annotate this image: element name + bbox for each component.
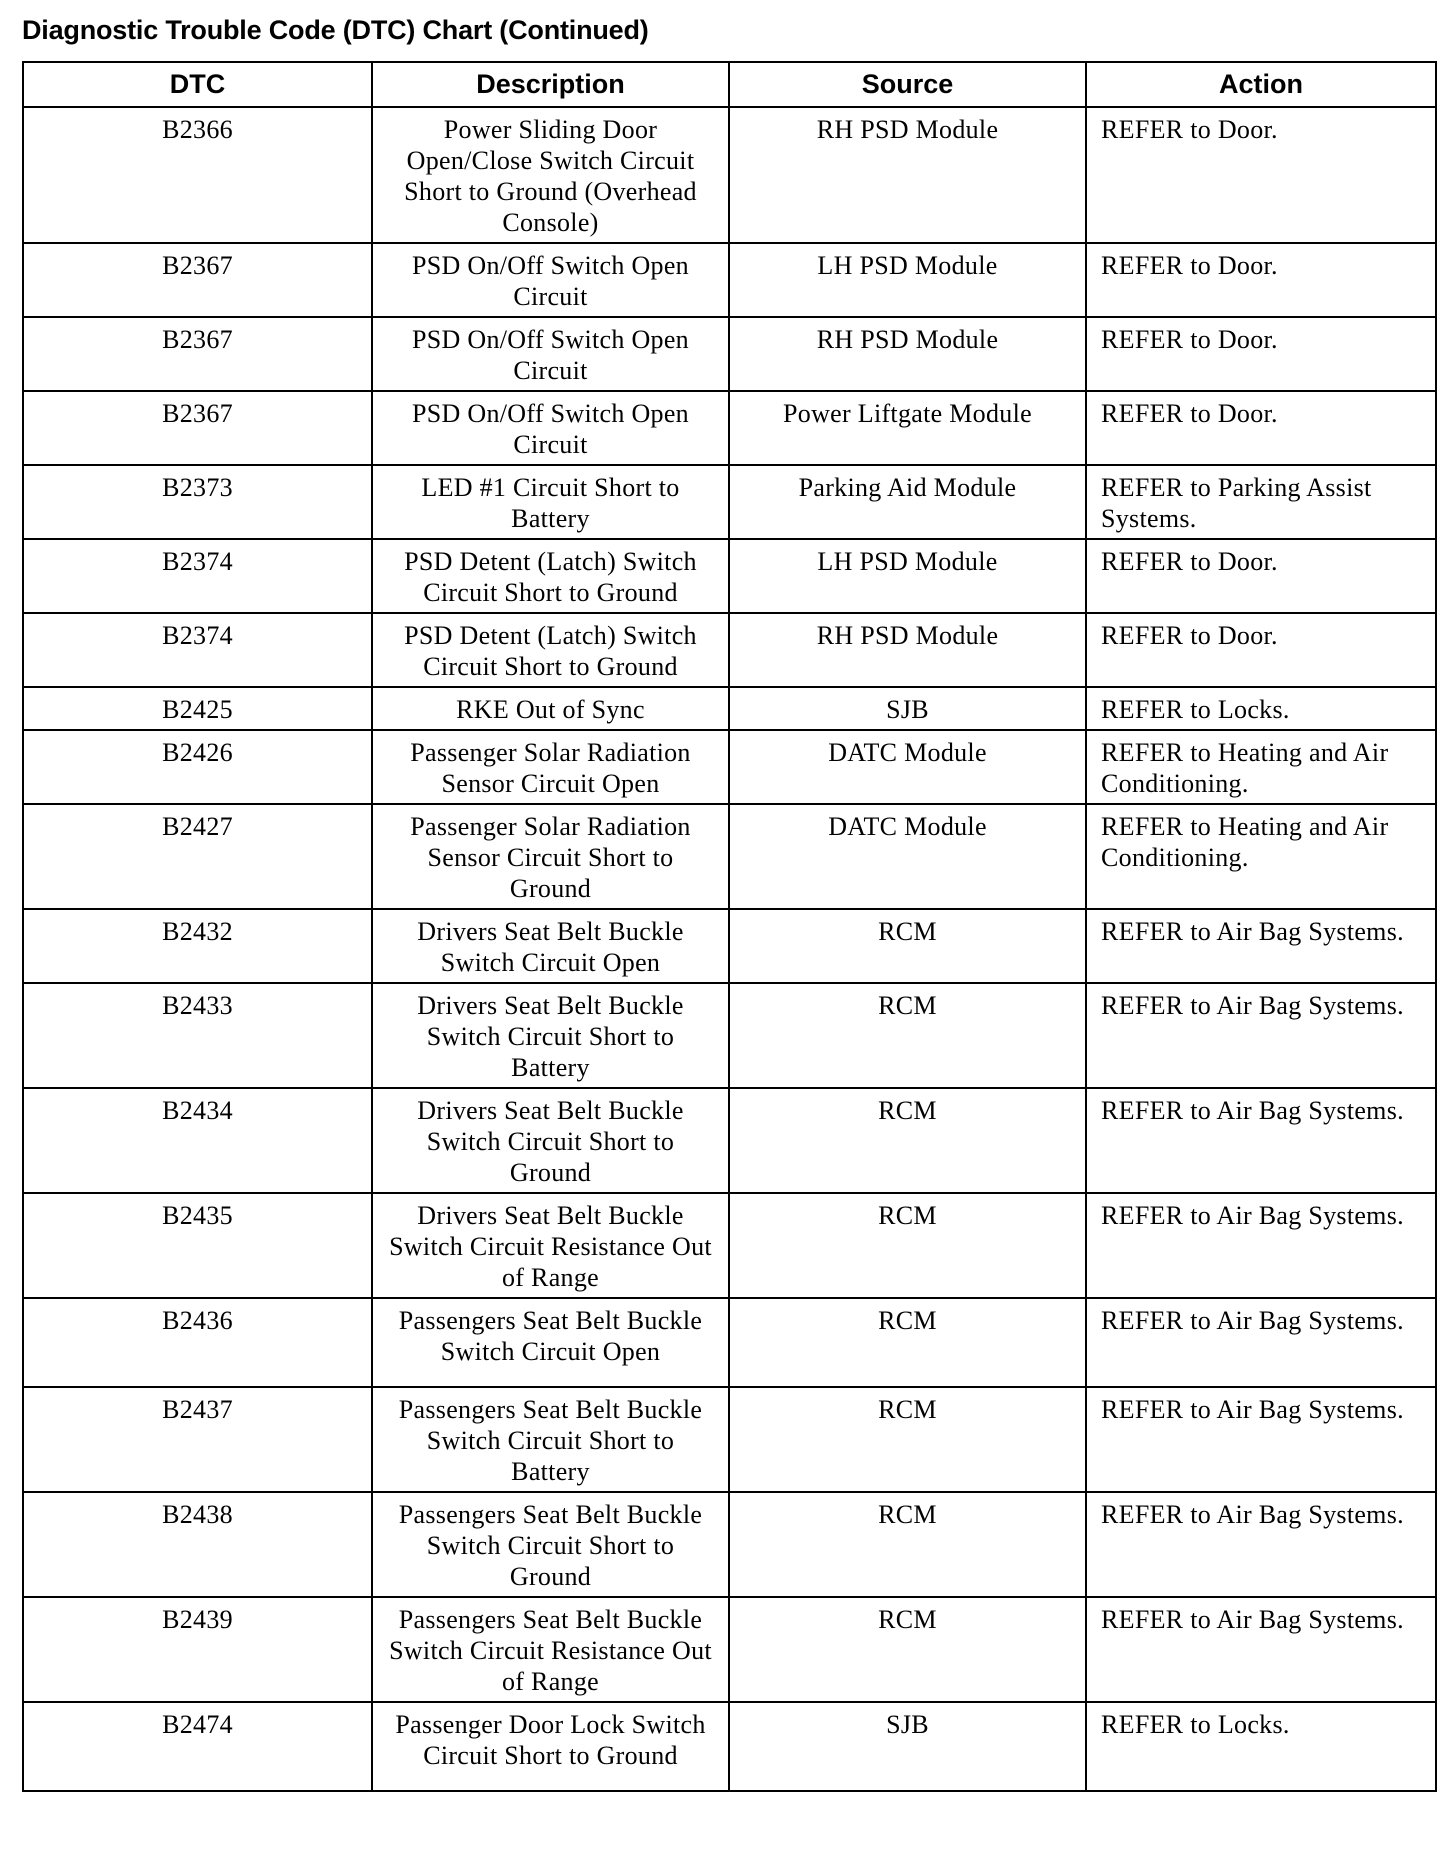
dtc-action: REFER to Parking Assist Systems. xyxy=(1086,465,1436,539)
dtc-action: REFER to Door. xyxy=(1086,107,1436,243)
column-header-source: Source xyxy=(729,62,1086,107)
dtc-source: RCM xyxy=(729,1298,1086,1387)
dtc-source: RCM xyxy=(729,1597,1086,1702)
dtc-source: DATC Module xyxy=(729,730,1086,804)
dtc-action: REFER to Air Bag Systems. xyxy=(1086,1193,1436,1298)
dtc-description: LED #1 Circuit Short to Battery xyxy=(372,465,729,539)
table-row xyxy=(23,1597,1436,1702)
dtc-description: Power Sliding Door Open/Close Switch Circuit Short to Ground (Overhead Console) xyxy=(372,107,729,243)
dtc-source: RCM xyxy=(729,1492,1086,1597)
dtc-code: B2426 xyxy=(23,730,372,804)
table-row xyxy=(23,1492,1436,1597)
dtc-code: B2438 xyxy=(23,1492,372,1597)
table-row xyxy=(23,1702,1436,1791)
dtc-action: REFER to Air Bag Systems. xyxy=(1086,1597,1436,1702)
dtc-source: RCM xyxy=(729,909,1086,983)
dtc-action: REFER to Door. xyxy=(1086,243,1436,317)
dtc-table xyxy=(22,61,1437,1792)
table-row xyxy=(23,107,1436,243)
dtc-description: PSD Detent (Latch) Switch Circuit Short to Ground xyxy=(372,613,729,687)
dtc-description: Drivers Seat Belt Buckle Switch Circuit Short to Ground xyxy=(372,1088,729,1193)
dtc-code: B2436 xyxy=(23,1298,372,1387)
header-row xyxy=(23,62,1436,107)
dtc-action: REFER to Heating and Air Conditioning. xyxy=(1086,730,1436,804)
dtc-code: B2374 xyxy=(23,539,372,613)
dtc-code: B2373 xyxy=(23,465,372,539)
column-header-dtc: DTC xyxy=(23,62,372,107)
dtc-action: REFER to Door. xyxy=(1086,613,1436,687)
table-row xyxy=(23,804,1436,909)
table-row xyxy=(23,909,1436,983)
dtc-code: B2439 xyxy=(23,1597,372,1702)
dtc-code: B2437 xyxy=(23,1387,372,1492)
dtc-action: REFER to Air Bag Systems. xyxy=(1086,1298,1436,1387)
table-row xyxy=(23,317,1436,391)
dtc-description: PSD On/Off Switch Open Circuit xyxy=(372,317,729,391)
dtc-description: RKE Out of Sync xyxy=(372,687,729,730)
dtc-description: PSD Detent (Latch) Switch Circuit Short to Ground xyxy=(372,539,729,613)
dtc-code: B2435 xyxy=(23,1193,372,1298)
table-row xyxy=(23,465,1436,539)
table-row xyxy=(23,1298,1436,1387)
dtc-description: Passenger Solar Radiation Sensor Circuit Open xyxy=(372,730,729,804)
dtc-description: Passengers Seat Belt Buckle Switch Circuit Open xyxy=(372,1298,729,1387)
dtc-description: Drivers Seat Belt Buckle Switch Circuit Short to Battery xyxy=(372,983,729,1088)
dtc-description: Passengers Seat Belt Buckle Switch Circuit Resistance Out of Range xyxy=(372,1597,729,1702)
dtc-source: RCM xyxy=(729,1193,1086,1298)
dtc-code: B2374 xyxy=(23,613,372,687)
dtc-code: B2367 xyxy=(23,243,372,317)
dtc-action: REFER to Heating and Air Conditioning. xyxy=(1086,804,1436,909)
dtc-source: RCM xyxy=(729,1088,1086,1193)
table-row xyxy=(23,243,1436,317)
dtc-description: Passengers Seat Belt Buckle Switch Circuit Short to Battery xyxy=(372,1387,729,1492)
dtc-source: SJB xyxy=(729,687,1086,730)
dtc-action: REFER to Locks. xyxy=(1086,687,1436,730)
table-row xyxy=(23,613,1436,687)
table-row xyxy=(23,1193,1436,1298)
dtc-code: B2433 xyxy=(23,983,372,1088)
dtc-source: RH PSD Module xyxy=(729,317,1086,391)
dtc-source: DATC Module xyxy=(729,804,1086,909)
table-row xyxy=(23,687,1436,730)
dtc-source: RH PSD Module xyxy=(729,613,1086,687)
dtc-code: B2367 xyxy=(23,317,372,391)
dtc-action: REFER to Locks. xyxy=(1086,1702,1436,1791)
dtc-source: LH PSD Module xyxy=(729,539,1086,613)
dtc-description: Passenger Door Lock Switch Circuit Short to Ground xyxy=(372,1702,729,1791)
dtc-description: Drivers Seat Belt Buckle Switch Circuit Open xyxy=(372,909,729,983)
table-row xyxy=(23,391,1436,465)
dtc-code: B2367 xyxy=(23,391,372,465)
dtc-source: Power Liftgate Module xyxy=(729,391,1086,465)
dtc-action: REFER to Air Bag Systems. xyxy=(1086,983,1436,1088)
dtc-action: REFER to Air Bag Systems. xyxy=(1086,1492,1436,1597)
dtc-code: B2434 xyxy=(23,1088,372,1193)
dtc-code: B2432 xyxy=(23,909,372,983)
dtc-code: B2427 xyxy=(23,804,372,909)
dtc-source: RH PSD Module xyxy=(729,107,1086,243)
dtc-description: PSD On/Off Switch Open Circuit xyxy=(372,243,729,317)
dtc-description: Passengers Seat Belt Buckle Switch Circuit Short to Ground xyxy=(372,1492,729,1597)
dtc-action: REFER to Air Bag Systems. xyxy=(1086,1088,1436,1193)
dtc-description: PSD On/Off Switch Open Circuit xyxy=(372,391,729,465)
table-row xyxy=(23,730,1436,804)
table-row xyxy=(23,1088,1436,1193)
column-header-description: Description xyxy=(372,62,729,107)
dtc-description: Passenger Solar Radiation Sensor Circuit Short to Ground xyxy=(372,804,729,909)
dtc-action: REFER to Air Bag Systems. xyxy=(1086,909,1436,983)
dtc-source: LH PSD Module xyxy=(729,243,1086,317)
dtc-action: REFER to Air Bag Systems. xyxy=(1086,1387,1436,1492)
dtc-code: B2425 xyxy=(23,687,372,730)
dtc-action: REFER to Door. xyxy=(1086,317,1436,391)
dtc-source: RCM xyxy=(729,983,1086,1088)
table-row xyxy=(23,983,1436,1088)
dtc-action: REFER to Door. xyxy=(1086,539,1436,613)
dtc-code: B2474 xyxy=(23,1702,372,1791)
dtc-action: REFER to Door. xyxy=(1086,391,1436,465)
dtc-description: Drivers Seat Belt Buckle Switch Circuit Resistance Out of Range xyxy=(372,1193,729,1298)
dtc-source: SJB xyxy=(729,1702,1086,1791)
table-row xyxy=(23,539,1436,613)
dtc-code: B2366 xyxy=(23,107,372,243)
page-title: Diagnostic Trouble Code (DTC) Chart (Continued) xyxy=(22,15,649,45)
dtc-source: RCM xyxy=(729,1387,1086,1492)
table-row xyxy=(23,1387,1436,1492)
dtc-source: Parking Aid Module xyxy=(729,465,1086,539)
column-header-action: Action xyxy=(1086,62,1436,107)
